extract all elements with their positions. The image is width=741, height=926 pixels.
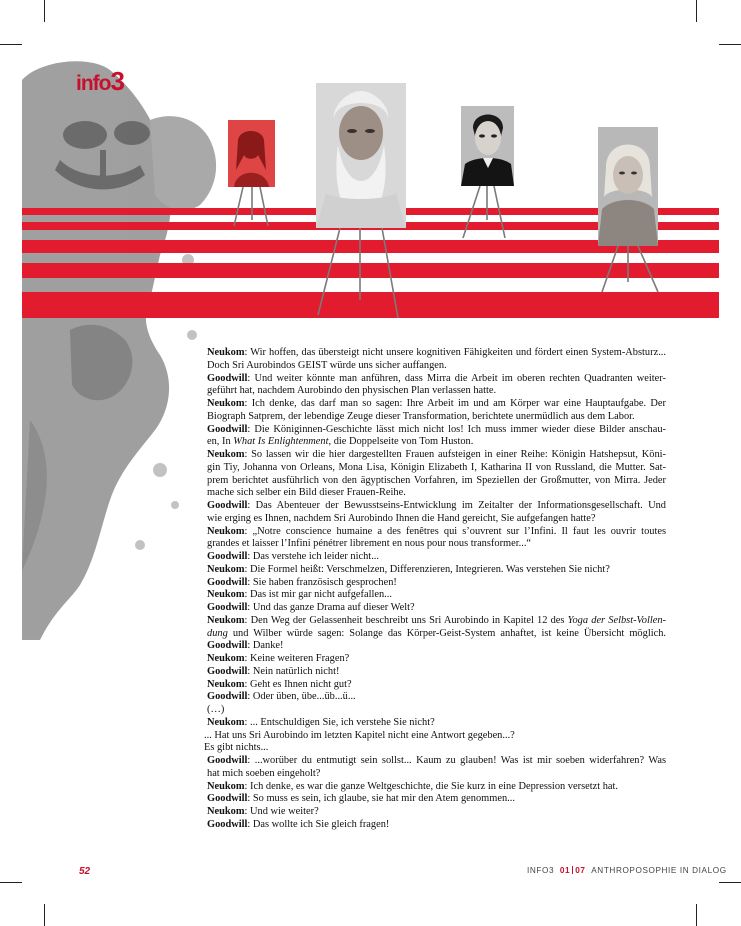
dialog-line bbox=[207, 538, 666, 551]
dialog-line bbox=[207, 666, 666, 679]
speaker-name: Goodwill bbox=[207, 665, 248, 677]
dialog-line bbox=[207, 704, 666, 717]
footer-magazine: INFO3 bbox=[527, 866, 555, 875]
speaker-name: Goodwill bbox=[207, 793, 248, 805]
dialog-text-span: Doch Sri Aurobindos GEIST würde uns sicher auffangen. bbox=[207, 359, 447, 371]
dialog-text-span: mache sich selber ein Bild dieser Frauen-Reihe. bbox=[207, 487, 406, 499]
dialog-text-span: : So muss es sein, ich glaube, sie hat mir den Atem genommen... bbox=[247, 793, 515, 805]
dialog-line bbox=[207, 679, 666, 692]
dialog-text-span: : Die Königinnen-Geschichte lässt mich nicht los! Ich muss immer wieder diese Bilder anschau- bbox=[247, 423, 666, 435]
dialog-line bbox=[207, 475, 666, 488]
italic-title: What Is Enlightenment bbox=[233, 436, 329, 448]
dialog-line bbox=[207, 449, 666, 462]
sri-aurobindo-portrait bbox=[316, 83, 406, 228]
footer-issue-b: 07 bbox=[575, 866, 586, 875]
dialog-line bbox=[207, 717, 666, 730]
speaker-name: Goodwill bbox=[207, 818, 248, 830]
dialog-line bbox=[207, 500, 666, 513]
dialog-line bbox=[207, 411, 666, 424]
dialog-line bbox=[207, 360, 666, 373]
dialog-text-span: prem berichtet ausführlich von den ägyptischen Vorfahren, im Speziellen der Großmutter, von Mirra. Jeder bbox=[207, 474, 666, 486]
italic-title: dung bbox=[207, 627, 228, 639]
mona-lisa-portrait bbox=[228, 120, 275, 187]
dialog-line bbox=[207, 819, 666, 832]
dialog-text-span: wie erging es Ihnen, nachdem Sri Aurobindo Ihnen die Hand gereicht, Sie aufgefangen hatte? bbox=[207, 512, 596, 524]
dialog-text-span: : Das ist mir gar nicht aufgefallen... bbox=[244, 589, 392, 601]
dialog-text-span: : Keine weiteren Fragen? bbox=[244, 653, 350, 664]
speaker-name: Goodwill bbox=[207, 551, 248, 562]
logo-number: 3 bbox=[110, 66, 124, 96]
dialog-text-span: Es gibt nichts... bbox=[204, 742, 269, 754]
dialog-line bbox=[207, 615, 666, 628]
dialog-line bbox=[207, 551, 666, 564]
dialog-line bbox=[207, 781, 666, 794]
dialog-line bbox=[207, 373, 666, 386]
speaker-name: Neukom bbox=[207, 780, 245, 792]
dialog-line bbox=[207, 602, 666, 615]
footer-issue-a: 01 bbox=[559, 866, 571, 875]
dialog-text-span: Biograph Satprem, der lebendige Zeuge dieser Transformation, berichtete unermüdlich aus dem Labor. bbox=[207, 410, 635, 422]
speaker-name: Neukom bbox=[207, 398, 245, 409]
dialog-text-span: : Sie haben französisch gesprochen! bbox=[247, 576, 397, 588]
speaker-name: Neukom bbox=[207, 678, 245, 690]
speaker-name: Goodwill bbox=[207, 602, 248, 613]
speaker-name: Neukom bbox=[207, 653, 245, 664]
dialog-line bbox=[207, 462, 666, 475]
man-in-suit-portrait bbox=[461, 106, 514, 186]
dialog-line bbox=[204, 742, 666, 755]
dialog-line bbox=[207, 691, 666, 704]
dialog-text-span: , die Doppelseite von Tom Huston. bbox=[328, 436, 474, 448]
dialog-line bbox=[207, 436, 666, 449]
dialog-line bbox=[204, 730, 666, 743]
dialog-text-span: : Das wollte ich Sie gleich fragen! bbox=[247, 818, 390, 830]
footer-section: ANTHROPOSOPHIE IN DIALOG bbox=[591, 866, 727, 875]
speaker-name: Neukom bbox=[207, 589, 245, 601]
speaker-name: Goodwill bbox=[207, 372, 248, 384]
dialog-text-span: : Das Abenteuer der Bewusstseins-Entwicklung im Zeitalter der Informationsgesellschaft. Und bbox=[247, 500, 666, 511]
running-footer bbox=[527, 866, 727, 875]
dialog-line bbox=[207, 487, 666, 500]
speaker-name: Goodwill bbox=[207, 423, 248, 435]
dialog-text-span: : Ich denke, es war die ganze Weltgeschichte, die Sie kurz in eine Depression versetzt hat. bbox=[244, 780, 618, 792]
mirra-portrait bbox=[598, 127, 658, 246]
dialog-line bbox=[207, 564, 666, 577]
dialog-line bbox=[207, 653, 666, 666]
page-number: 52 bbox=[79, 866, 91, 877]
dialog-line bbox=[207, 755, 666, 768]
dialog-text-span: : Wir hoffen, das übersteigt nicht unsere kognitiven Fähigkeiten und fördert einen System-Absturz... bbox=[244, 347, 666, 358]
dialog-text-span: : „Notre conscience humaine a des fenêtres qui s’ouvrent sur l’Infini. Il faut les ouvrir toutes bbox=[244, 525, 666, 537]
dialog-text bbox=[204, 347, 666, 832]
speaker-name: Goodwill bbox=[207, 500, 248, 511]
speaker-name: Neukom bbox=[207, 806, 245, 817]
dialog-text-span: : Nein natürlich nicht! bbox=[247, 665, 340, 677]
dialog-line bbox=[207, 577, 666, 590]
dialog-text-span: : Und wie weiter? bbox=[244, 806, 319, 817]
dialog-line bbox=[207, 398, 666, 411]
dialog-line bbox=[207, 806, 666, 819]
speaker-name: Neukom bbox=[207, 347, 245, 358]
dialog-text-span: en, In bbox=[207, 436, 234, 448]
speaker-name: Goodwill bbox=[207, 755, 248, 766]
dialog-line bbox=[207, 513, 666, 526]
italic-title: Yoga der Selbst-Vollen- bbox=[567, 614, 666, 626]
footer-divider bbox=[572, 866, 573, 874]
dialog-text-span: und Wilber würde sagen: Solange das Körper-Geist-System anhaftet, ist keine Übersicht möglich. bbox=[227, 627, 666, 639]
dialog-text-span: geführt hat, nachdem Aurobindo den physischen Plan verlassen hatte. bbox=[207, 385, 497, 397]
dialog-line bbox=[207, 526, 666, 539]
dialog-text-span: : Und weiter könnte man anführen, dass Mirra die Arbeit im oberen rechten Quadranten weiter- bbox=[247, 372, 666, 384]
speaker-name: Neukom bbox=[207, 525, 245, 537]
dialog-text-span: ... Hat uns Sri Aurobindo im letzten Kapitel nicht eine Antwort gegeben...? bbox=[204, 729, 515, 741]
speaker-name: Goodwill bbox=[207, 576, 248, 588]
dialog-line bbox=[207, 347, 666, 360]
dialog-text-span: grandes et laisser l’Infini pénétrer librement en nous pour nous transformer...“ bbox=[207, 538, 532, 550]
dialog-line bbox=[207, 385, 666, 398]
dialog-text-span: gin Tiy, Johanna von Orleans, Mona Lisa, Königin Elizabeth I, Katharina II von Russland, die Mutter. Sat- bbox=[207, 461, 666, 473]
speaker-name: Goodwill bbox=[207, 640, 248, 652]
dialog-text-span: : Danke! bbox=[247, 640, 284, 652]
dialog-line bbox=[207, 640, 666, 653]
logo-text: info bbox=[76, 72, 111, 95]
dialog-text-span: (…) bbox=[207, 704, 225, 715]
dialog-line bbox=[207, 589, 666, 602]
dialog-text-span: : So lassen wir die hier dargestellten Frauen aufsteigen in einer Reihe: Königin Hatshepsut, Köni- bbox=[244, 449, 666, 460]
dialog-line bbox=[207, 768, 666, 781]
speaker-name: Neukom bbox=[207, 614, 245, 626]
dialog-text-span: : Das verstehe ich leider nicht... bbox=[247, 551, 379, 562]
dialog-text-span: : ... Entschuldigen Sie, ich verstehe Sie nicht? bbox=[244, 716, 435, 728]
dialog-line bbox=[207, 628, 666, 641]
dialog-text-span: : Geht es Ihnen nicht gut? bbox=[244, 678, 352, 690]
dialog-text-span: : Oder üben, übe...üb...ü... bbox=[247, 691, 356, 703]
speaker-name: Neukom bbox=[207, 716, 245, 728]
speaker-name: Neukom bbox=[207, 449, 245, 460]
dialog-text-span: : Ich denke, das darf man so sagen: Ihre Arbeit im und am Körper war eine Hauptaufgabe. Der bbox=[244, 398, 666, 409]
dialog-text-span: : ...worüber du entmutigt sein sollst... Kaum zu glauben! Was ist mir soeben widerfahren? Was bbox=[247, 755, 666, 766]
dialog-text-span: : Den Weg der Gelassenheit beschreibt uns Sri Aurobindo in Kapitel 12 des bbox=[244, 614, 568, 626]
dialog-text-span: : Und das ganze Drama auf dieser Welt? bbox=[247, 602, 415, 613]
dialog-line bbox=[207, 793, 666, 806]
dialog-text-span: hat mich soeben eingeholt? bbox=[207, 767, 321, 779]
dialog-line bbox=[207, 424, 666, 437]
dialog-text-span: : Die Formel heißt: Verschmelzen, Differenzieren, Integrieren. Was verstehen Sie nicht? bbox=[244, 563, 610, 575]
speaker-name: Neukom bbox=[207, 563, 245, 575]
speaker-name: Goodwill bbox=[207, 691, 248, 703]
